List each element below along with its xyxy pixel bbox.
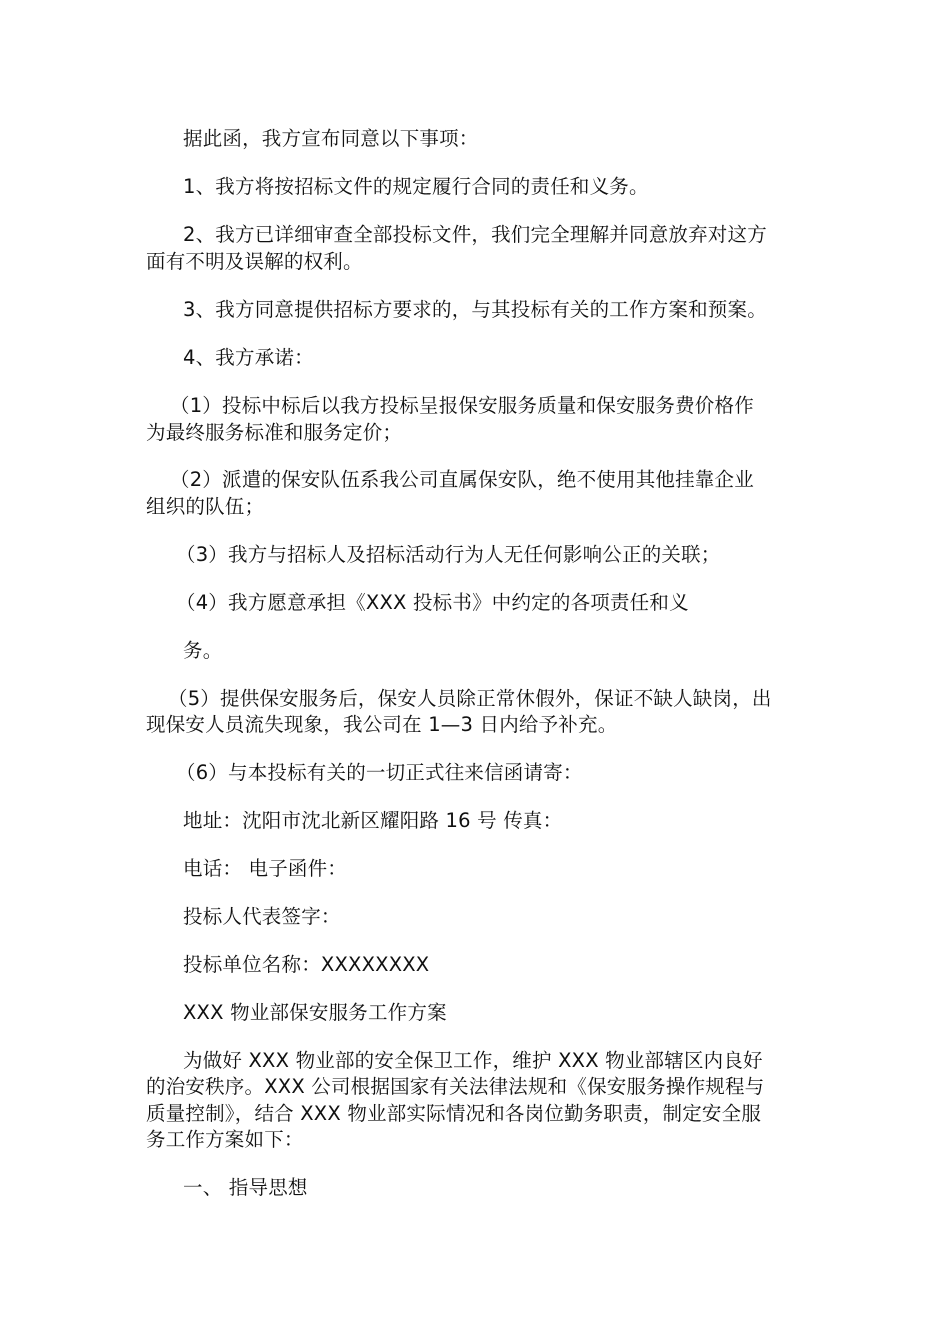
text-line: 现保安人员流失现象，我公司在 1—3 日内给予补充。 [146,713,618,736]
text-line: （6）与本投标有关的一切正式往来信函请寄： [176,761,583,784]
text-line: 为做好 XXX 物业部的安全保卫工作，维护 XXX 物业部辖区内良好 [183,1049,763,1072]
text-line: 务工作方案如下： [146,1128,304,1151]
text-line: 4、我方承诺： [183,346,314,369]
text-line: 1、我方将按招标文件的规定履行合同的责任和义务。 [183,175,649,198]
text-line: 质量控制》，结合 XXX 物业部实际情况和各岗位勤务职责，制定安全服 [146,1102,762,1125]
text-line: 为最终服务标准和服务定价； [146,421,403,444]
text-line: XXX 物业部保安服务工作方案 [183,1001,447,1024]
text-line: （2）派遣的保安队伍系我公司直属保安队，绝不使用其他挂靠企业 [170,468,754,491]
text-line: 的治安秩序。XXX 公司根据国家有关法律法规和《保安服务操作规程与 [146,1075,765,1098]
text-line: 电话： 电子函件： [183,857,347,880]
text-line: 组织的队伍； [146,495,265,518]
text-line: （3）我方与招标人及招标活动行为人无任何影响公正的关联； [176,543,721,566]
text-line: （1）投标中标后以我方投标呈报保安服务质量和保安服务费价格作 [170,394,754,417]
text-line: 3、我方同意提供招标方要求的，与其投标有关的工作方案和预案。 [183,298,767,321]
text-line: 一、 指导思想 [183,1176,308,1199]
text-line: 地址：沈阳市沈北新区耀阳路 16 号 传真： [183,809,563,832]
text-line: （5）提供保安服务后，保安人员除正常休假外，保证不缺人缺岗，出 [168,687,772,710]
text-line: （4）我方愿意承担《XXX 投标书》中约定的各项责任和义 [176,591,689,614]
text-line: 投标单位名称：XXXXXXXX [183,953,430,976]
text-line: 投标人代表签字： [183,905,341,928]
text-line: 务。 [183,639,223,662]
text-line: 据此函，我方宣布同意以下事项： [183,127,479,150]
text-line: 面有不明及误解的权利。 [146,250,363,273]
text-line: 2、我方已详细审查全部投标文件，我们完全理解并同意放弃对这方 [183,223,767,246]
